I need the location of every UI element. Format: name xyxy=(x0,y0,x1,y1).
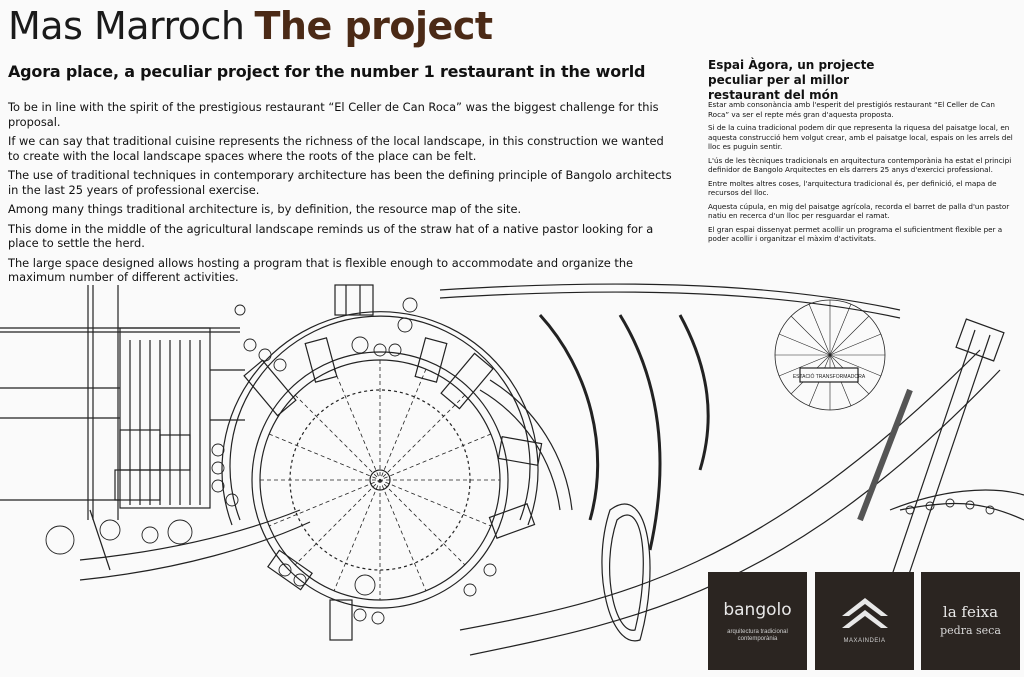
maxaindeia-name: MAXAINDEIA xyxy=(843,638,886,644)
catalan-text xyxy=(708,100,1018,248)
maxaindeia-mark-icon xyxy=(840,594,890,632)
english-paragraph: Among many things traditional architecture is, by definition, the resource map of the site. xyxy=(8,202,522,216)
agora-dome xyxy=(222,312,572,640)
la-feixa-name: la feixa xyxy=(942,603,999,621)
english-paragraph: This dome in the middle of the agricultural landscape reminds us of the straw hat of a native pastor looking for a place to settle the herd. xyxy=(8,221,654,250)
catalan-paragraph: L'ús de les tècniques tradicionals en arquitectura contemporània ha estat el principi definidor de Bangolo Arquitectes en els darrers 25 anys d'exercici professional. xyxy=(708,155,1012,174)
title-emphasis: The project xyxy=(254,4,493,48)
transformer-station xyxy=(775,300,885,410)
english-subtitle: Agora place, a peculiar project for the number 1 restaurant in the world xyxy=(8,62,646,81)
english-paragraph: If we can say that traditional cuisine represents the richness of the local landscape, in this construction we wanted to create with the local landscape spaces where the roots of the place can be felt. xyxy=(8,134,664,163)
catalan-paragraph: Estar amb consonància amb l'esperit del prestigiós restaurant “El Celler de Can Roca” va ser el repte més gran d'aquesta proposta. xyxy=(708,100,995,119)
bangolo-tagline: arquitectura tradicional contemporània xyxy=(727,629,788,642)
catalan-paragraph: El gran espai dissenyat permet acollir un programa el suficientment flexible per a poder acollir i organitzar el màxim d'activitats. xyxy=(708,224,1003,243)
page-title xyxy=(8,2,493,50)
catalan-paragraph: Si de la cuina tradicional podem dir que representa la riquesa del paisatge local, en aquesta construcció hem volgut crear, amb el paisatge local, espais on les arrels del lloc es puguin sentir. xyxy=(708,123,1013,151)
la-feixa-logo xyxy=(921,572,1020,670)
english-text xyxy=(8,100,678,290)
english-paragraph: To be in line with the spirit of the prestigious restaurant “El Celler de Can Roca” was the biggest challenge for this proposal. xyxy=(8,100,659,129)
maxaindeia-logo xyxy=(815,572,914,670)
catalan-paragraph: Entre moltes altres coses, l'arquitectura tradicional és, per definició, el mapa de recursos del lloc. xyxy=(708,178,997,197)
catalan-paragraph: Aquesta cúpula, en mig del paisatge agrícola, recorda el barret de palla d'un pastor natiu en recerca d'un lloc per resguardar el ramat. xyxy=(708,201,1010,220)
english-paragraph: The large space designed allows hosting a program that is flexible enough to accommodate and organize the maximum number of different activities. xyxy=(8,255,634,284)
la-feixa-subtitle: pedra seca xyxy=(940,624,1001,637)
bangolo-logo xyxy=(708,572,807,670)
title-main: Mas Marroch xyxy=(8,4,245,48)
english-paragraph: The use of traditional techniques in contemporary architecture has been the defining principle of Bangolo architects in the last 25 years of professional exercise. xyxy=(8,168,672,197)
catalan-subtitle: Espai Àgora, un projecte peculiar per al millor restaurant del món xyxy=(708,58,875,102)
existing-building xyxy=(0,285,373,520)
transformer-label: ESTACIÓ TRANSFORMADORA xyxy=(792,374,866,380)
bangolo-name: bangolo xyxy=(723,600,792,620)
